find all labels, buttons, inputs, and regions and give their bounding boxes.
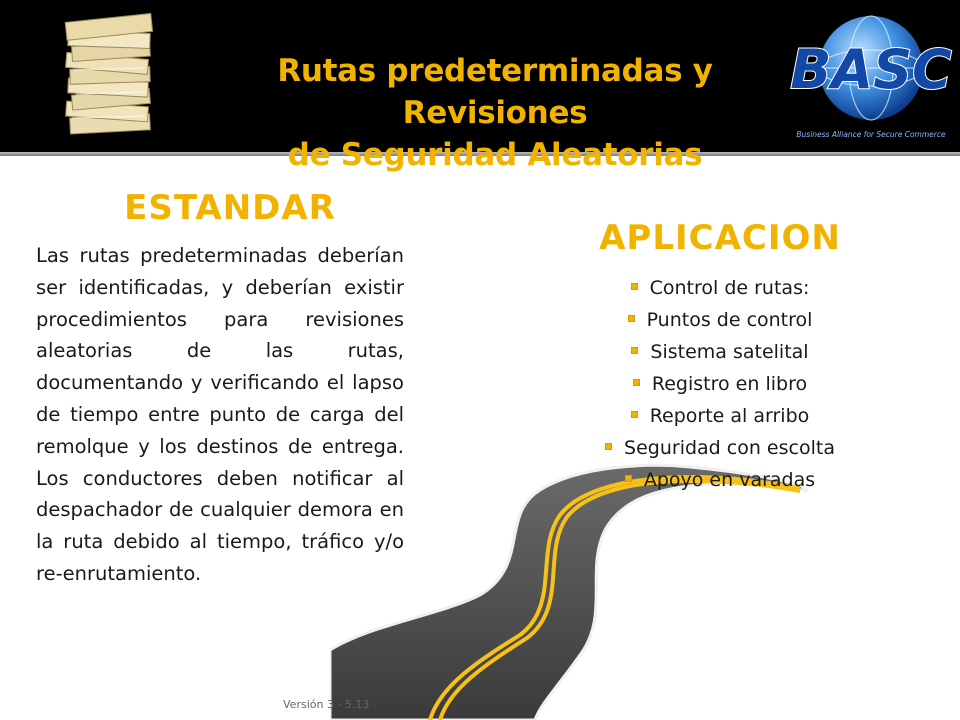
list-item: Sistema satelital <box>540 336 900 368</box>
bullet-icon <box>625 475 632 482</box>
slide-title <box>190 50 800 176</box>
list-item: Registro en libro <box>540 368 900 400</box>
bullet-icon <box>631 283 638 290</box>
list-item: Puntos de control <box>540 304 900 336</box>
bullet-icon <box>628 315 635 322</box>
list-item: Reporte al arribo <box>540 400 900 432</box>
bullet-icon <box>633 379 640 386</box>
bullet-icon <box>631 347 638 354</box>
list-item: Apoyo en varadas <box>540 464 900 496</box>
aplicacion-heading: APLICACION <box>599 218 841 258</box>
bullet-icon <box>631 411 638 418</box>
file-stack-icon <box>48 8 168 140</box>
title-line-1: Rutas predeterminadas y Revisiones <box>277 53 713 131</box>
list-item: Control de rutas: <box>540 272 900 304</box>
list-item: Seguridad con escolta <box>540 432 900 464</box>
bullet-icon <box>605 443 612 450</box>
basc-logo <box>786 10 956 148</box>
aplicacion-list <box>540 272 900 496</box>
version-footer: Versión 3 - 5.13 <box>283 698 370 711</box>
logo-wordmark: BASC <box>790 38 952 101</box>
logo-caption: Business Alliance for Secure Commerce <box>796 130 946 139</box>
title-line-2: de Seguridad Aleatorias <box>287 137 703 173</box>
estandar-heading: ESTANDAR <box>124 188 336 228</box>
estandar-paragraph: Las rutas predeterminadas deberían ser identificadas, y deberían existir procedimientos para revisiones aleatorias de las rutas, documentando y verificando el lapso de tiempo entre punto de carga del remolque y los destinos de entrega. Los conductores deben notificar al despachador de cualquier demora en la ruta debido al tiempo, tráfico y/o re-enrutamiento. <box>36 244 404 585</box>
